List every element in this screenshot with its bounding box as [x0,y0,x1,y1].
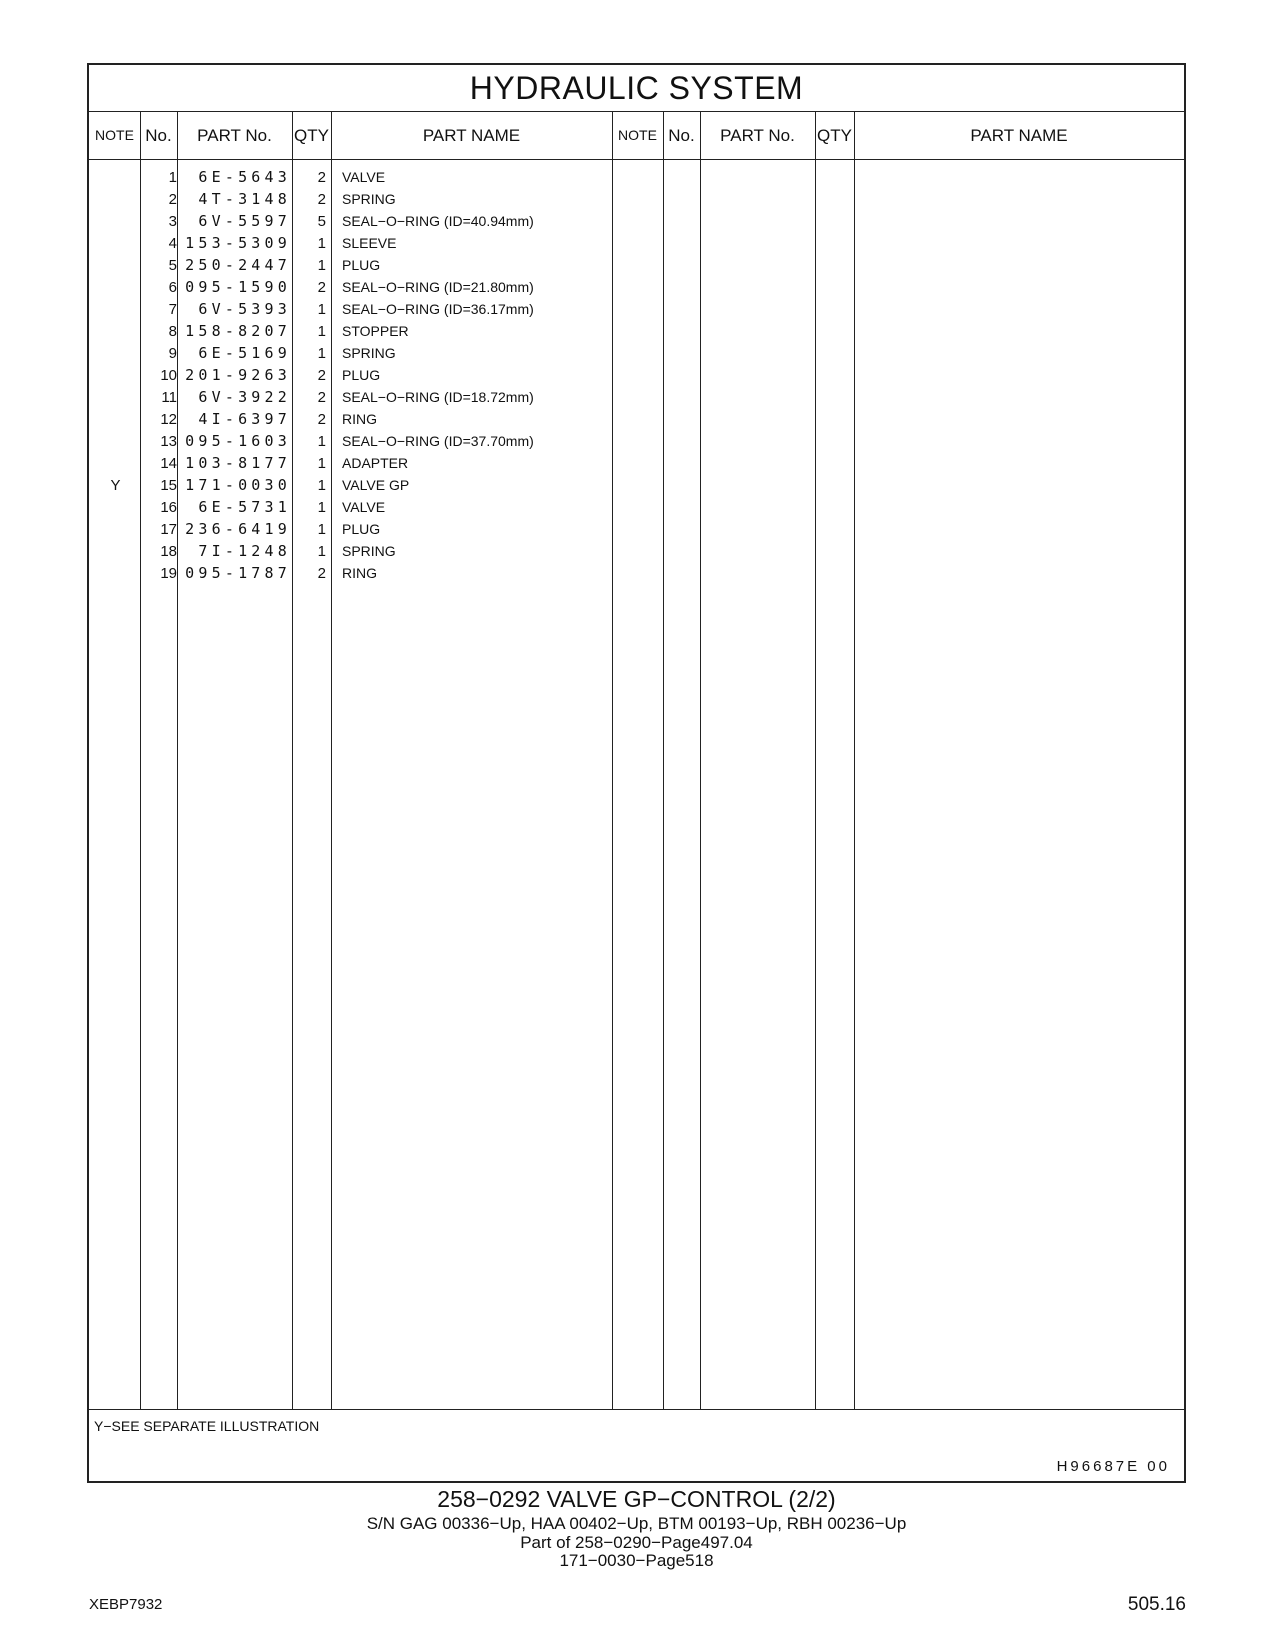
row-quantity: 1 [317,543,326,560]
row-part-number: 103-8177 [185,454,291,472]
row-note [89,166,142,189]
page-number: 505.16 [1127,1594,1186,1615]
row-part-name: SPRING [342,191,396,207]
row-quantity: 1 [317,257,326,274]
row-quantity: 2 [317,389,326,406]
row-part-number: 6V-5393 [198,300,291,318]
row-part-number: 158-8207 [185,322,291,340]
row-quantity: 1 [317,301,326,318]
row-number: 7 [168,301,177,318]
row-part-number: 6V-3922 [198,388,291,406]
table-row [89,342,1184,365]
row-quantity: 1 [317,477,326,494]
row-number: 5 [168,257,177,274]
caption-reference: 171−0030−Page518 [559,1551,714,1570]
table-row [89,298,1184,321]
row-number: 10 [160,367,177,384]
publication-number: XEBP7932 [89,1596,163,1613]
row-number: 3 [168,213,177,230]
row-quantity: 2 [317,411,326,428]
document-code: H96687E 00 [1056,1458,1170,1475]
row-note [89,408,142,431]
row-part-number: 6E-5643 [198,168,291,186]
table-row [89,364,1184,387]
row-quantity: 1 [317,235,326,252]
header-qty: QTY [294,126,329,145]
row-number: 11 [161,389,177,406]
table-row [89,232,1184,255]
row-quantity: 1 [317,323,326,340]
parts-table-frame [87,63,1186,1483]
table-row [89,276,1184,299]
row-part-name: RING [342,565,377,581]
row-part-name: SEAL−O−RING (ID=36.17mm) [342,301,534,317]
row-part-name: PLUG [342,521,381,537]
row-part-name: SLEEVE [342,235,397,251]
header-divider [89,159,1184,160]
row-part-number: 7I-1248 [198,542,291,560]
row-note [89,188,142,211]
row-note [89,540,142,563]
row-part-name: SEAL−O−RING (ID=18.72mm) [342,389,534,405]
row-quantity: 1 [317,433,326,450]
row-note [89,496,142,519]
row-part-number: 4I-6397 [198,410,291,428]
row-number: 18 [160,543,177,560]
row-part-number: 6E-5731 [198,498,291,516]
row-number: 13 [160,433,177,450]
table-row [89,254,1184,277]
row-part-name: SPRING [342,345,396,361]
row-part-number: 171-0030 [185,476,291,494]
table-row [89,452,1184,475]
row-number: 19 [160,565,177,582]
row-number: 14 [160,455,177,472]
row-part-name: PLUG [342,257,381,273]
row-note [89,452,142,475]
header-note: NOTE [95,127,134,143]
row-note [89,210,142,233]
row-note [89,276,142,299]
row-part-number: 153-5309 [185,234,291,252]
table-row [89,496,1184,519]
row-part-name: SPRING [342,543,396,559]
table-row [89,430,1184,453]
row-number: 17 [160,521,177,538]
table-row [89,188,1184,211]
row-number: 9 [168,345,177,362]
row-note [89,386,142,409]
table-row [89,562,1184,585]
row-part-name: RING [342,411,377,427]
row-note [89,364,142,387]
header-no-2: No. [668,126,695,145]
row-part-number: 4T-3148 [198,190,291,208]
row-quantity: 1 [317,521,326,538]
table-row [89,386,1184,409]
row-number: 8 [168,323,177,340]
header-part-no: PART No. [197,126,272,145]
row-part-name: ADAPTER [342,455,409,471]
header-no: No. [145,126,172,145]
row-part-name: VALVE [342,499,386,515]
row-number: 4 [168,235,177,252]
row-quantity: 2 [317,169,326,186]
row-quantity: 2 [317,191,326,208]
table-row [89,474,1184,497]
row-note [89,430,142,453]
table-row [89,210,1184,233]
row-quantity: 2 [317,565,326,582]
row-quantity: 5 [317,213,326,230]
table-row [89,540,1184,563]
row-part-name: PLUG [342,367,381,383]
row-quantity: 1 [317,499,326,516]
row-note: Y [110,477,121,494]
row-part-name: VALVE [342,169,386,185]
table-row [89,518,1184,541]
row-quantity: 2 [317,367,326,384]
row-number: 2 [168,191,177,208]
row-number: 12 [160,411,177,428]
row-part-number: 095-1590 [185,278,291,296]
row-part-name: SEAL−O−RING (ID=37.70mm) [342,433,534,449]
table-row [89,408,1184,431]
row-part-number: 201-9263 [185,366,291,384]
row-quantity: 1 [317,455,326,472]
row-note [89,562,142,585]
row-part-name: SEAL−O−RING (ID=40.94mm) [342,213,534,229]
header-note-2: NOTE [618,127,657,143]
row-number: 1 [168,169,177,186]
row-note [89,518,142,541]
row-quantity: 1 [317,345,326,362]
row-part-number: 236-6419 [185,520,291,538]
row-part-name: SEAL−O−RING (ID=21.80mm) [342,279,534,295]
header-qty-2: QTY [817,126,852,145]
body-divider [89,1409,1184,1410]
row-note [89,254,142,277]
row-note [89,232,142,255]
row-part-number: 250-2447 [185,256,291,274]
row-part-number: 095-1603 [185,432,291,450]
row-number: 15 [160,477,177,494]
header-part-name-2: PART NAME [970,126,1068,145]
caption-title: 258−0292 VALVE GP−CONTROL (2/2) [437,1486,836,1512]
row-part-name: VALVE GP [342,477,410,493]
row-part-number: 6E-5169 [198,344,291,362]
header-part-no-2: PART No. [720,126,795,145]
footnote: Y−SEE SEPARATE ILLUSTRATION [94,1418,320,1434]
row-part-number: 6V-5597 [198,212,291,230]
row-note [89,342,142,365]
row-quantity: 2 [317,279,326,296]
table-row [89,320,1184,343]
section-title: HYDRAULIC SYSTEM [89,65,1184,112]
row-part-name: STOPPER [342,323,409,339]
row-number: 6 [168,279,177,296]
header-part-name: PART NAME [422,126,521,145]
caption-serial-numbers: S/N GAG 00336−Up, HAA 00402−Up, BTM 00193−Up, RBH 00236−Up [366,1514,907,1533]
caption-part-of: Part of 258−0290−Page497.04 [520,1533,753,1552]
row-part-number: 095-1787 [185,564,291,582]
row-number: 16 [160,499,177,516]
table-row [89,166,1184,189]
row-note [89,320,142,343]
row-note [89,298,142,321]
